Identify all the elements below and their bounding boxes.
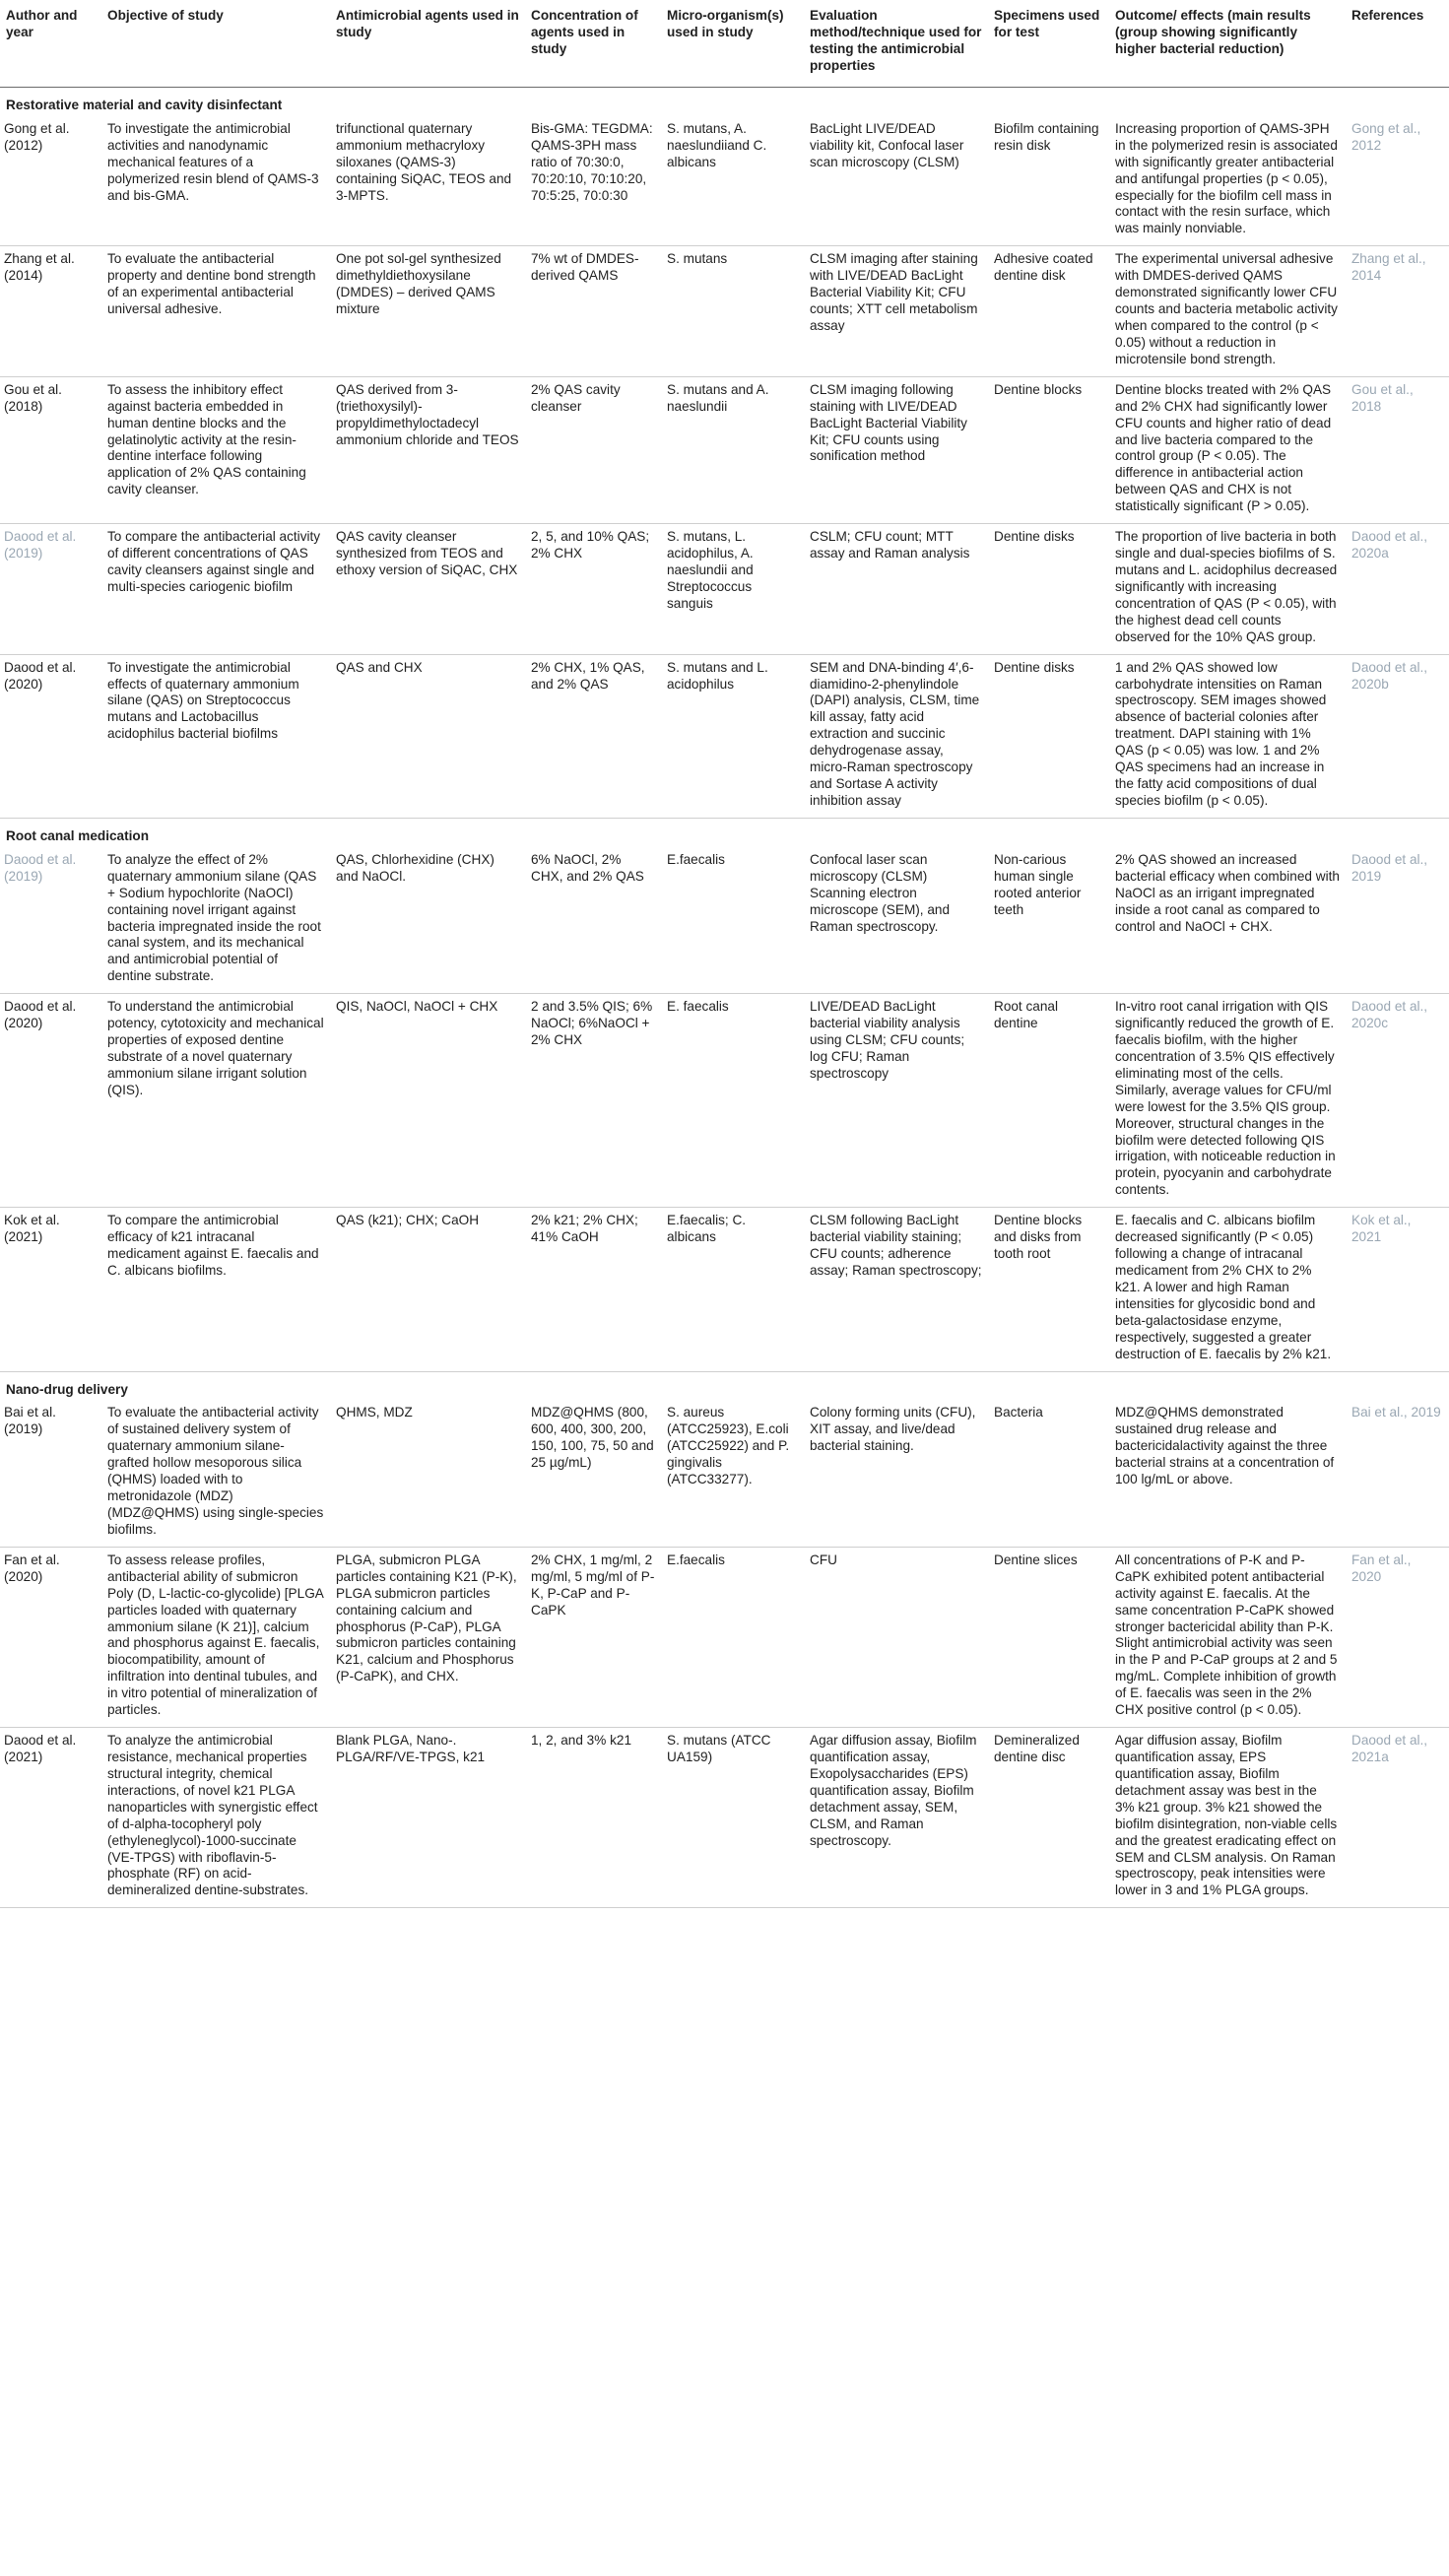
reference-link[interactable]: Kok et al., 2021 (1346, 1208, 1449, 1371)
cell-author: Fan et al. (2020) (0, 1547, 101, 1727)
reference-link[interactable]: Daood et al., 2020a (1346, 524, 1449, 654)
section-title: Nano-drug delivery (6, 1381, 128, 1397)
cell-method: LIVE/DEAD BacLight bacterial viability analysis using CLSM; CFU counts; log CFU; Raman spectroscopy (804, 994, 988, 1208)
header-organism: Micro-organism(s) used in study (661, 6, 804, 87)
cell-objective: To investigate the antimicrobial activities and nanodynamic mechanical features of a polymerized resin blend of QAMS-3 and bis-GMA. (101, 116, 330, 246)
cell-objective: To assess release profiles, antibacterial ability of submicron Poly (D, L-lactic-co-glycolide) [PLGA particles loaded with quaternary ammonium silane (K 21)], calcium and phosphorus against E. faecalis, biocompatibility, amount of infiltration into dentinal tubules, and in vitro potential of mineralization of particles. (101, 1547, 330, 1727)
section-heading-row (0, 818, 1449, 846)
cell-concentration: 2% CHX, 1% QAS, and 2% QAS (525, 654, 661, 818)
cell-method: CLSM imaging following staining with LIVE/DEAD BacLight Bacterial Viability Kit; CFU counts using sonification method (804, 376, 988, 523)
cell-outcome: 1 and 2% QAS showed low carbohydrate intensities on Raman spectroscopy. SEM images showed absence of bacterial colonies after treatment. DAPI staining with 1% QAS (p < 0.05) was low. 1 and 2% QAS specimens had an increase in the fatty acid compositions of dual species biofilm (p < 0.05). (1109, 654, 1346, 818)
table-row (0, 376, 1449, 523)
cell-specimen: Dentine disks (988, 654, 1109, 818)
cell-agents: QIS, NaOCl, NaOCl + CHX (330, 994, 525, 1208)
reference-link[interactable]: Daood et al., 2019 (1346, 847, 1449, 994)
cell-specimen: Adhesive coated dentine disk (988, 246, 1109, 376)
table-row (0, 1547, 1449, 1727)
cell-method: CLSM following BacLight bacterial viability staining; CFU counts; adherence assay; Raman spectroscopy; (804, 1208, 988, 1371)
table-row (0, 524, 1449, 654)
cell-specimen: Dentine slices (988, 1547, 1109, 1727)
reference-link[interactable]: Gou et al., 2018 (1346, 376, 1449, 523)
cell-specimen: Dentine blocks and disks from tooth root (988, 1208, 1109, 1371)
cell-concentration: 2 and 3.5% QIS; 6% NaOCl; 6%NaOCl + 2% CHX (525, 994, 661, 1208)
cell-agents: QAS and CHX (330, 654, 525, 818)
cell-objective: To analyze the effect of 2% quaternary ammonium silane (QAS + Sodium hypochlorite (NaOCl) containing novel irrigant against bacteria impregnated inside the root canal system, and its mechanical and antimicrobial potential of dentine substrate. (101, 847, 330, 994)
cell-concentration: 2, 5, and 10% QAS; 2% CHX (525, 524, 661, 654)
cell-outcome: MDZ@QHMS demonstrated sustained drug release and bactericidalactivity against the three bacterial strains at a concentration of 100 lg/mL or above. (1109, 1400, 1346, 1547)
cell-agents: One pot sol-gel synthesized dimethyldiethoxysilane (DMDES) – derived QAMS mixture (330, 246, 525, 376)
reference-link[interactable]: Zhang et al., 2014 (1346, 246, 1449, 376)
cell-organism: E.faecalis (661, 847, 804, 994)
cell-specimen: Dentine disks (988, 524, 1109, 654)
cell-concentration: 2% k21; 2% CHX; 41% CaOH (525, 1208, 661, 1371)
cell-method: CFU (804, 1547, 988, 1727)
cell-agents: QHMS, MDZ (330, 1400, 525, 1547)
cell-concentration: 2% QAS cavity cleanser (525, 376, 661, 523)
cell-author: Gong et al. (2012) (0, 116, 101, 246)
cell-specimen: Non-carious human single rooted anterior teeth (988, 847, 1109, 994)
cell-organism: S. mutans and L. acidophilus (661, 654, 804, 818)
cell-objective: To evaluate the antibacterial activity of sustained delivery system of quaternary ammonium silane-grafted hollow mesoporous silica (QHMS) loaded with to metronidazole (MDZ) (MDZ@QHMS) using single-species biofilms. (101, 1400, 330, 1547)
table-row (0, 1728, 1449, 1908)
cell-method: Confocal laser scan microscopy (CLSM) Scanning electron microscope (SEM), and Raman spectroscopy. (804, 847, 988, 994)
header-concentration: Concentration of agents used in study (525, 6, 661, 87)
cell-outcome: E. faecalis and C. albicans biofilm decreased significantly (P < 0.05) following a change of intracanal medicament from 2% CHX to 2% k21. A lower and high Raman intensities for glycosidic bond and beta-galactosidase enzyme, respectively, suggested a greater destruction of E. faecalis by 2% k21. (1109, 1208, 1346, 1371)
cell-objective: To assess the inhibitory effect against bacteria embedded in human dentine blocks and the gelatinolytic activity at the resin-dentine interface following application of 2% QAS containing cavity cleanser. (101, 376, 330, 523)
cell-objective: To compare the antibacterial activity of different concentrations of QAS cavity cleansers against single and multi-species cariogenic biofilm (101, 524, 330, 654)
cell-author: Zhang et al. (2014) (0, 246, 101, 376)
cell-specimen: Bacteria (988, 1400, 1109, 1547)
cell-outcome: The experimental universal adhesive with DMDES-derived QAMS demonstrated significantly lower CFU counts and bacteria metabolic activity when compared to the control (p < 0.05) without a reduction in microtensile bond strength. (1109, 246, 1346, 376)
cell-outcome: The proportion of live bacteria in both single and dual-species biofilms of S. mutans and L. acidophilus decreased significantly with increasing concentration of QAS (P < 0.05), with the highest dead cell counts observed for the 10% QAS group. (1109, 524, 1346, 654)
cell-specimen: Root canal dentine (988, 994, 1109, 1208)
cell-organism: E. faecalis (661, 994, 804, 1208)
cell-author: Daood et al. (2020) (0, 994, 101, 1208)
cell-method: Agar diffusion assay, Biofilm quantification assay, Exopolysaccharides (EPS) quantification assay, Biofilm detachment assay, SEM, CLSM, and Raman spectroscopy. (804, 1728, 988, 1908)
reference-link[interactable]: Gong et al., 2012 (1346, 116, 1449, 246)
table-row (0, 116, 1449, 246)
cell-organism: E.faecalis; C. albicans (661, 1208, 804, 1371)
studies-table (0, 6, 1449, 1908)
cell-concentration: 7% wt of DMDES-derived QAMS (525, 246, 661, 376)
cell-concentration: MDZ@QHMS (800, 600, 400, 300, 200, 150, 100, 75, 50 and 25 µg/mL) (525, 1400, 661, 1547)
cell-method: SEM and DNA-binding 4′,6-diamidino-2-phenylindole (DAPI) analysis, CLSM, time kill assay, fatty acid extraction and succinic dehydrogenase assay, micro-Raman spectroscopy and Sortase A activity inhibition assay (804, 654, 988, 818)
cell-author: Daood et al. (2021) (0, 1728, 101, 1908)
cell-agents: PLGA, submicron PLGA particles containing K21 (P-K), PLGA submicron particles containing calcium and phosphorus (P-CaP), PLGA submicron particles containing K21, calcium and Phosphorus (P-CaPK), and CHX. (330, 1547, 525, 1727)
cell-author: Gou et al. (2018) (0, 376, 101, 523)
cell-agents: Blank PLGA, Nano-. PLGA/RF/VE-TPGS, k21 (330, 1728, 525, 1908)
section-heading-row (0, 87, 1449, 115)
cell-method: Colony forming units (CFU), XIT assay, and live/dead bacterial staining. (804, 1400, 988, 1547)
cell-specimen: Demineralized dentine disc (988, 1728, 1109, 1908)
header-author: Author and year (0, 6, 101, 87)
cell-organism: S. mutans, A. naeslundiiand C. albicans (661, 116, 804, 246)
reference-link[interactable]: Daood et al., 2021a (1346, 1728, 1449, 1908)
header-agents: Antimicrobial agents used in study (330, 6, 525, 87)
cell-objective: To compare the antimicrobial efficacy of k21 intracanal medicament against E. faecalis and C. albicans biofilms. (101, 1208, 330, 1371)
cell-organism: S. mutans (661, 246, 804, 376)
reference-link[interactable]: Daood et al., 2020c (1346, 994, 1449, 1208)
cell-outcome: All concentrations of P-K and P-CaPK exhibited potent antibacterial activity against E. faecalis. At the same concentration P-CaPK showed stronger bactericidal ability than P-K. Slight antimicrobial activity was seen in the P and P-CaP groups at 2 and 5 mg/mL. Complete inhibition of growth of E. faecalis was seen in the 2% CHX positive control (p < 0.05). (1109, 1547, 1346, 1727)
cell-outcome: 2% QAS showed an increased bacterial efficacy when combined with NaOCl as an irrigant impregnated inside a root canal as compared to control and NaOCl + CHX. (1109, 847, 1346, 994)
reference-link[interactable]: Fan et al., 2020 (1346, 1547, 1449, 1727)
section-title: Root canal medication (6, 827, 150, 843)
cell-specimen: Dentine blocks (988, 376, 1109, 523)
cell-objective: To investigate the antimicrobial effects of quaternary ammonium silane (QAS) on Streptococcus mutans and Lactobacillus acidophilus bacterial biofilms (101, 654, 330, 818)
cell-author: Kok et al. (2021) (0, 1208, 101, 1371)
header-specimen: Specimens used for test (988, 6, 1109, 87)
cell-concentration: 6% NaOCl, 2% CHX, and 2% QAS (525, 847, 661, 994)
cell-specimen: Biofilm containing resin disk (988, 116, 1109, 246)
table-row (0, 994, 1449, 1208)
header-references: References (1346, 6, 1449, 87)
table-row (0, 246, 1449, 376)
cell-agents: QAS cavity cleanser synthesized from TEOS and ethoxy version of SiQAC, CHX (330, 524, 525, 654)
cell-objective: To understand the antimicrobial potency, cytotoxicity and mechanical properties of exposed dentine substrate of a novel quaternary ammonium silane irrigant solution (QIS). (101, 994, 330, 1208)
cell-author: Daood et al. (2020) (0, 654, 101, 818)
cell-method: CLSM imaging after staining with LIVE/DEAD BacLight Bacterial Viability Kit; CFU counts; XTT cell metabolism assay (804, 246, 988, 376)
cell-concentration: Bis-GMA: TEGDMA: QAMS-3PH mass ratio of 70:30:0, 70:20:10, 70:10:20, 70:5:25, 70:0:30 (525, 116, 661, 246)
cell-author-link[interactable]: Daood et al. (2019) (0, 524, 101, 654)
cell-organism: E.faecalis (661, 1547, 804, 1727)
cell-objective: To analyze the antimicrobial resistance, mechanical properties structural integrity, chemical interactions, of novel k21 PLGA nanoparticles with synergistic effect of d-alpha-tocopheryl poly (ethyleneglycol)-1000-succinate (VE-TPGS) with riboflavin-5-phosphate (RF) on acid-demineralized dentine-substrates. (101, 1728, 330, 1908)
cell-agents: QAS, Chlorhexidine (CHX) and NaOCl. (330, 847, 525, 994)
section-title: Restorative material and cavity disinfectant (6, 97, 283, 112)
table-row (0, 654, 1449, 818)
cell-organism: S. aureus (ATCC25923), E.coli (ATCC25922) and P. gingivalis (ATCC33277). (661, 1400, 804, 1547)
cell-organism: S. mutans (ATCC UA159) (661, 1728, 804, 1908)
cell-method: BacLight LIVE/DEAD viability kit, Confocal laser scan microscopy (CLSM) (804, 116, 988, 246)
cell-agents: QAS derived from 3-(triethoxysilyl)-propyldimethyloctadecyl ammonium chloride and TEOS (330, 376, 525, 523)
cell-author: Bai et al. (2019) (0, 1400, 101, 1547)
reference-link[interactable]: Bai et al., 2019 (1346, 1400, 1449, 1547)
cell-outcome: In-vitro root canal irrigation with QIS significantly reduced the growth of E. faecalis biofilm, with the higher concentration of 3.5% QIS effectively eliminating most of the cells. Similarly, average values for CFU/ml were lowest for the 3.5% QIS group. Moreover, structural changes in the biofilm were detected following QIS irrigation, with noticeable reduction in protein, pyocyanin and carbohydrate contents. (1109, 994, 1346, 1208)
cell-concentration: 2% CHX, 1 mg/ml, 2 mg/ml, 5 mg/ml of P-K, P-CaP and P-CaPK (525, 1547, 661, 1727)
cell-objective: To evaluate the antibacterial property and dentine bond strength of an experimental antibacterial universal adhesive. (101, 246, 330, 376)
table-row (0, 847, 1449, 994)
table-row (0, 1208, 1449, 1371)
header-row (0, 6, 1449, 87)
header-method: Evaluation method/technique used for testing the antimicrobial properties (804, 6, 988, 87)
cell-organism: S. mutans and A. naeslundii (661, 376, 804, 523)
header-objective: Objective of study (101, 6, 330, 87)
table-row (0, 1400, 1449, 1547)
cell-concentration: 1, 2, and 3% k21 (525, 1728, 661, 1908)
cell-outcome: Dentine blocks treated with 2% QAS and 2% CHX had significantly lower CFU counts and higher ratio of dead and live bacteria compared to the control group (P < 0.05). The difference in antibacterial action between QAS and CHX is not statistically significant (P > 0.05). (1109, 376, 1346, 523)
cell-agents: QAS (k21); CHX; CaOH (330, 1208, 525, 1371)
header-outcome: Outcome/ effects (main results (group showing significantly higher bacterial reduction) (1109, 6, 1346, 87)
cell-outcome: Agar diffusion assay, Biofilm quantification assay, EPS quantification assay, Biofilm detachment assay was best in the 3% k21 group. 3% k21 showed the biofilm disintegration, non-viable cells and the greatest eradicating effect on SEM and CLSM analysis. On Raman spectroscopy, peak intensities were lower in 3 and 1% PLGA groups. (1109, 1728, 1346, 1908)
reference-link[interactable]: Daood et al., 2020b (1346, 654, 1449, 818)
cell-organism: S. mutans, L. acidophilus, A. naeslundii and Streptococcus sanguis (661, 524, 804, 654)
cell-agents: trifunctional quaternary ammonium methacryloxy siloxanes (QAMS-3) containing SiQAC, TEOS and 3-MPTS. (330, 116, 525, 246)
section-heading-row (0, 1371, 1449, 1400)
cell-author-link[interactable]: Daood et al. (2019) (0, 847, 101, 994)
cell-method: CSLM; CFU count; MTT assay and Raman analysis (804, 524, 988, 654)
cell-outcome: Increasing proportion of QAMS-3PH in the polymerized resin is associated with significantly greater antibacterial and antifungal properties (p < 0.05), especially for the biofilm cell mass in contact with the resin surface, which was mainly nonviable. (1109, 116, 1346, 246)
